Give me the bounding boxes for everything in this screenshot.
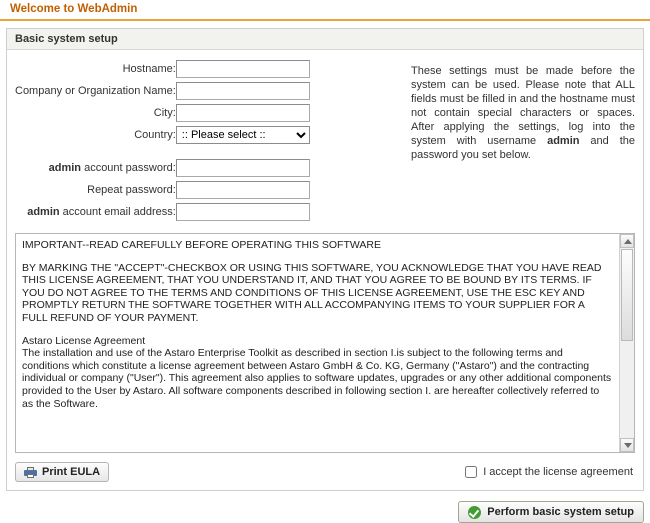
eula-heading: IMPORTANT--READ CAREFULLY BEFORE OPERATING THIS SOFTWARE: [22, 239, 381, 251]
hostname-label: Hostname:: [122, 63, 176, 75]
admin-password-label-rest: account password:: [81, 162, 176, 174]
setup-form-table: [15, 60, 310, 225]
scrollbar-thumb[interactable]: [621, 249, 633, 341]
admin-password-input[interactable]: [176, 159, 310, 177]
eula-paragraph-2: The installation and use of the Astaro Enterprise Toolkit as described in section I.is subject to the following terms and conditions which constitute a license agreement between Astaro GmbH & Co. KG, Germany ("Astaro") and the contracting individual or company ("User"). This agreement also applies to software updates, upgrades or any other additional components provided to the User by Astaro. All software components described in following section I. are hereafter collectively referred to as the Software.: [22, 347, 612, 410]
scroll-up-glyph: [624, 239, 632, 244]
admin-email-input[interactable]: [176, 203, 310, 221]
country-cell: [176, 126, 310, 148]
check-circle-icon: [468, 506, 481, 519]
company-input[interactable]: [176, 82, 310, 100]
company-cell: [176, 82, 310, 104]
form-row-company: [15, 82, 310, 104]
form-row-city: [15, 104, 310, 126]
help-text-bold-admin: admin: [547, 135, 580, 147]
panel-header-label: Basic system setup: [15, 33, 118, 45]
print-eula-button[interactable]: [15, 462, 109, 482]
help-column: [405, 60, 635, 162]
repeat-password-label: Repeat password:: [87, 184, 176, 196]
admin-password-label-strong: admin: [48, 162, 82, 174]
city-cell: [176, 104, 310, 126]
eula-textbox[interactable]: [15, 233, 635, 453]
repeat-password-cell: [176, 181, 310, 203]
eula-paragraph-1: BY MARKING THE "ACCEPT"-CHECKBOX OR USING THIS SOFTWARE, YOU ACKNOWLEDGE THAT YOU HAVE READ THIS LICENSE AGREEMENT, THAT YOU UNDERSTAND IT, AND THAT YOU AGREE TO BE BOUND BY ITS TERMS. IF YOU DO NOT AGREE TO THE TERMS AND CONDITIONS OF THIS LICENSE AGREEMENT, USE THE ESC KEY AND PROMPTLY RETURN THE SOFTWARE TOGETHER WITH ALL ACCOMPANYING ITEMS TO YOUR SUPPLIER FOR A FULL REFUND OF YOUR PAYMENT.: [22, 261, 602, 324]
form-row-admin-password: [15, 159, 310, 181]
printer-icon-paper: [27, 474, 34, 478]
form-fields-column: [15, 60, 405, 225]
form-row-repeat-password: [15, 181, 310, 203]
city-input[interactable]: [176, 104, 310, 122]
help-text-part2: and the password you set below.: [411, 135, 635, 161]
eula-content: [16, 234, 618, 452]
eula-actions-row: [15, 462, 635, 482]
country-label: Country:: [134, 129, 176, 141]
perform-basic-system-setup-button[interactable]: [458, 501, 644, 523]
admin-email-label-strong: admin: [27, 206, 60, 218]
welcome-title-bar: [0, 0, 650, 21]
admin-password-cell: [176, 159, 310, 181]
printer-icon-top: [27, 467, 34, 471]
repeat-password-input[interactable]: [176, 181, 310, 199]
basic-system-setup-panel: [6, 28, 644, 491]
admin-email-label-rest: account email address:: [59, 206, 176, 218]
form-area: [15, 60, 635, 225]
footer-actions: [0, 501, 644, 523]
city-label: City:: [153, 107, 176, 119]
page-title: Welcome to WebAdmin: [10, 3, 138, 15]
panel-body: [7, 50, 643, 490]
form-row-country: [15, 126, 310, 148]
admin-password-label: [15, 159, 176, 181]
help-text-part1: These settings must be made before the system can be used. Please note that ALL fields must be filled in and the hostname must not contain special characters or spaces. After applying the settings, log into the system with username: [411, 65, 635, 147]
country-select[interactable]: [176, 126, 310, 144]
panel-header: [7, 29, 643, 50]
company-label: Company or Organization Name:: [15, 85, 176, 97]
form-row-hostname: [15, 60, 310, 82]
print-eula-label: Print EULA: [42, 466, 101, 478]
form-spacer: [15, 148, 310, 159]
admin-email-cell: [176, 203, 310, 225]
scroll-down-glyph: [624, 443, 632, 448]
scroll-up-arrow-icon[interactable]: [620, 234, 634, 248]
scroll-down-arrow-icon[interactable]: [620, 438, 634, 452]
country-select-wrap: [176, 126, 310, 144]
hostname-cell: [176, 60, 310, 82]
accept-license-row[interactable]: [465, 466, 633, 478]
accept-license-label: I accept the license agreement: [483, 466, 633, 478]
printer-icon: [24, 467, 37, 478]
eula-subtitle: Astaro License Agreement: [22, 334, 146, 347]
accept-license-checkbox[interactable]: [465, 466, 477, 478]
admin-email-label: [15, 203, 176, 225]
eula-scrollbar[interactable]: [619, 234, 634, 452]
spacer-cell-left: [15, 148, 176, 159]
hostname-input[interactable]: [176, 60, 310, 78]
setup-help-text: [411, 64, 635, 162]
spacer-cell-right: [176, 148, 310, 159]
perform-setup-label: Perform basic system setup: [487, 506, 634, 518]
form-row-admin-email: [15, 203, 310, 225]
